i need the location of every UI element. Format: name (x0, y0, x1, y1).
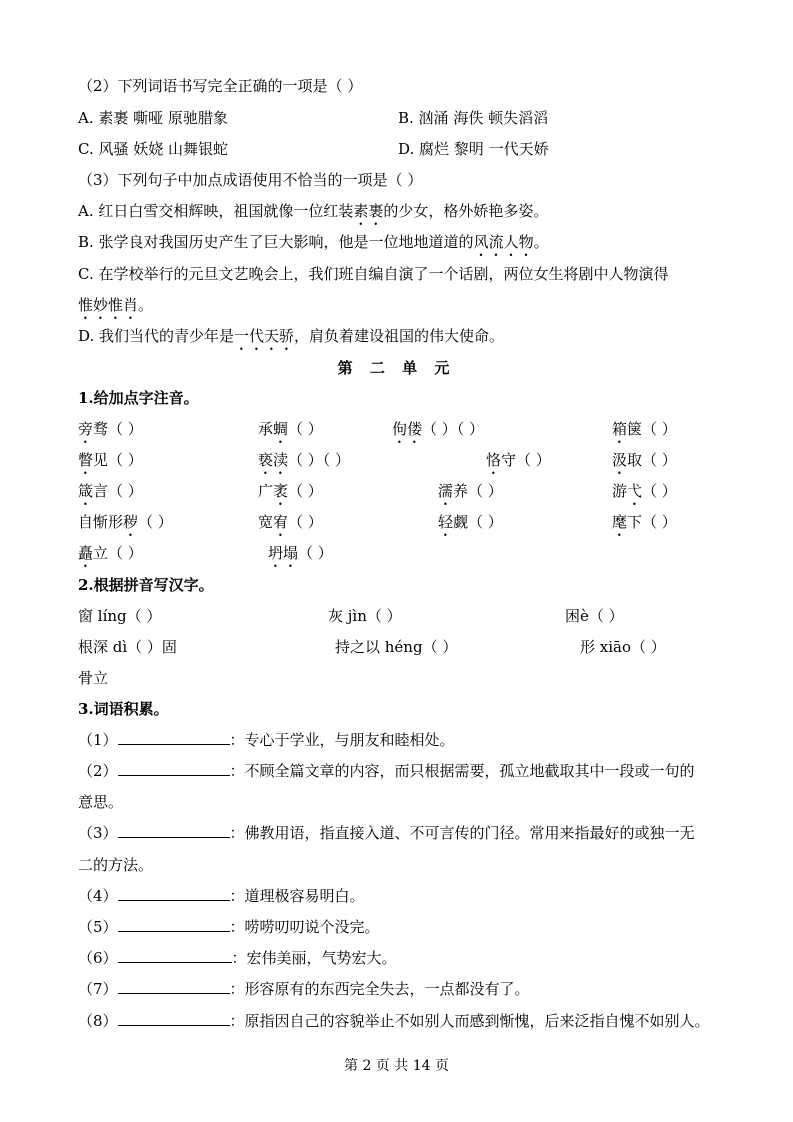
pinyin-item: 亵渎（ ）（ ） (258, 451, 351, 469)
s2-item-4: 根深 dì（ ）固 (78, 638, 177, 656)
section-1-title: 1.给加点字注音。 (78, 389, 199, 407)
pinyin-item: 箴言（ ） (78, 482, 143, 500)
q3-prompt: （3）下列句子中加点成语使用不恰当的一项是（ ） (78, 171, 423, 189)
pinyin-item: 汲取（ ） (612, 451, 677, 469)
q2-option-d: D. 腐烂 黎明 一代天娇 (398, 140, 549, 158)
pinyin-item: 恪守（ ） (486, 451, 551, 469)
pinyin-item: 濡养（ ） (438, 482, 503, 500)
s2-item-6: 形 xiāo（ ） (580, 638, 666, 656)
vocab-item: （2） ：不顾全篇文章的内容，而只根据需要，孤立地截取其中一段或一句的 (78, 762, 695, 780)
vocab-item: （1） ：专心于学业，与朋友和睦相处。 (78, 731, 455, 749)
q2-option-c: C. 风骚 妖娆 山舞银蛇 (78, 140, 229, 158)
s2-item-5: 持之以 héng（ ） (335, 638, 458, 656)
vocab-item: （8） ：原指因自己的容貌举止不如别人而感到惭愧，后来泛指自愧不如别人。 (78, 1012, 710, 1030)
answer-blank[interactable] (118, 761, 230, 776)
pinyin-item: 坍塌（ ） (268, 544, 333, 562)
vocab-item: （4） ：道理极容易明白。 (78, 887, 365, 905)
answer-blank[interactable] (118, 823, 230, 838)
answer-blank[interactable] (118, 917, 230, 932)
s2-item-3: 困è（ ） (565, 607, 624, 625)
vocab-item: 二的方法。 (78, 856, 154, 874)
answer-blank[interactable] (118, 979, 230, 994)
pinyin-item: 承蜩（ ） (258, 420, 323, 438)
answer-blank[interactable] (118, 948, 232, 963)
q2-prompt: （2）下列词语书写完全正确的一项是（ ） (78, 77, 363, 95)
vocab-item: （7） ：形容原有的东西完全失去，一点都没有了。 (78, 980, 530, 998)
pinyin-item: 瞥见（ ） (78, 451, 143, 469)
q3-option-d: D. 我们当代的青少年是一代天骄，肩负着建设祖国的伟大使命。 (78, 327, 505, 345)
q3-option-c-line1: C. 在学校举行的元旦文艺晚会上，我们班自编自演了一个话剧，两位女生将剧中人物演得 (78, 265, 669, 283)
s2-item-1: 窗 líng（ ） (78, 607, 162, 625)
page-footer: 第 2 页 共 14 页 (344, 1058, 449, 1074)
vocab-item: 意思。 (78, 793, 124, 811)
answer-blank[interactable] (118, 1011, 230, 1026)
pinyin-item: 旁骛（ ） (78, 420, 143, 438)
s2-item-6-cont: 骨立 (78, 669, 109, 687)
pinyin-item: 自惭形秽（ ） (78, 513, 173, 531)
answer-blank[interactable] (118, 886, 230, 901)
pinyin-item: 佝偻（ ）（ ） (392, 420, 485, 438)
section-2-title: 2.根据拼音写汉字。 (78, 576, 214, 594)
q3-option-a: A. 红日白雪交相辉映，祖国就像一位红装素裹的少女，格外娇艳多姿。 (78, 202, 549, 220)
pinyin-item: 箱箧（ ） (612, 420, 677, 438)
q2-option-a: A. 素裹 嘶哑 原驰腊象 (78, 109, 228, 127)
unit-title: 第 二 单 元 (337, 359, 456, 377)
q3-option-c-line2: 惟妙惟肖。 (78, 296, 154, 314)
section-3-title: 3.词语积累。 (78, 700, 169, 718)
vocab-item: （5） ：唠唠叨叨说个没完。 (78, 918, 380, 936)
q3-option-b: B. 张学良对我国历史产生了巨大影响，他是一位地地道道的风流人物。 (78, 233, 549, 251)
vocab-item: （3） ：佛教用语，指直接入道、不可言传的门径。常用来指最好的或独一无 (78, 824, 695, 842)
pinyin-item: 宽宥（ ） (258, 513, 323, 531)
vocab-item: （6） ：宏伟美丽，气势宏大。 (78, 949, 397, 967)
pinyin-item: 麾下（ ） (612, 513, 677, 531)
pinyin-item: 轻觑（ ） (438, 513, 503, 531)
pinyin-item: 广袤（ ） (258, 482, 323, 500)
pinyin-item: 矗立（ ） (78, 544, 143, 562)
pinyin-item: 游弋（ ） (612, 482, 677, 500)
answer-blank[interactable] (118, 730, 230, 745)
s2-item-2: 灰 jìn（ ） (328, 607, 402, 625)
q2-option-b: B. 汹涌 海佚 顿失滔滔 (398, 109, 549, 127)
